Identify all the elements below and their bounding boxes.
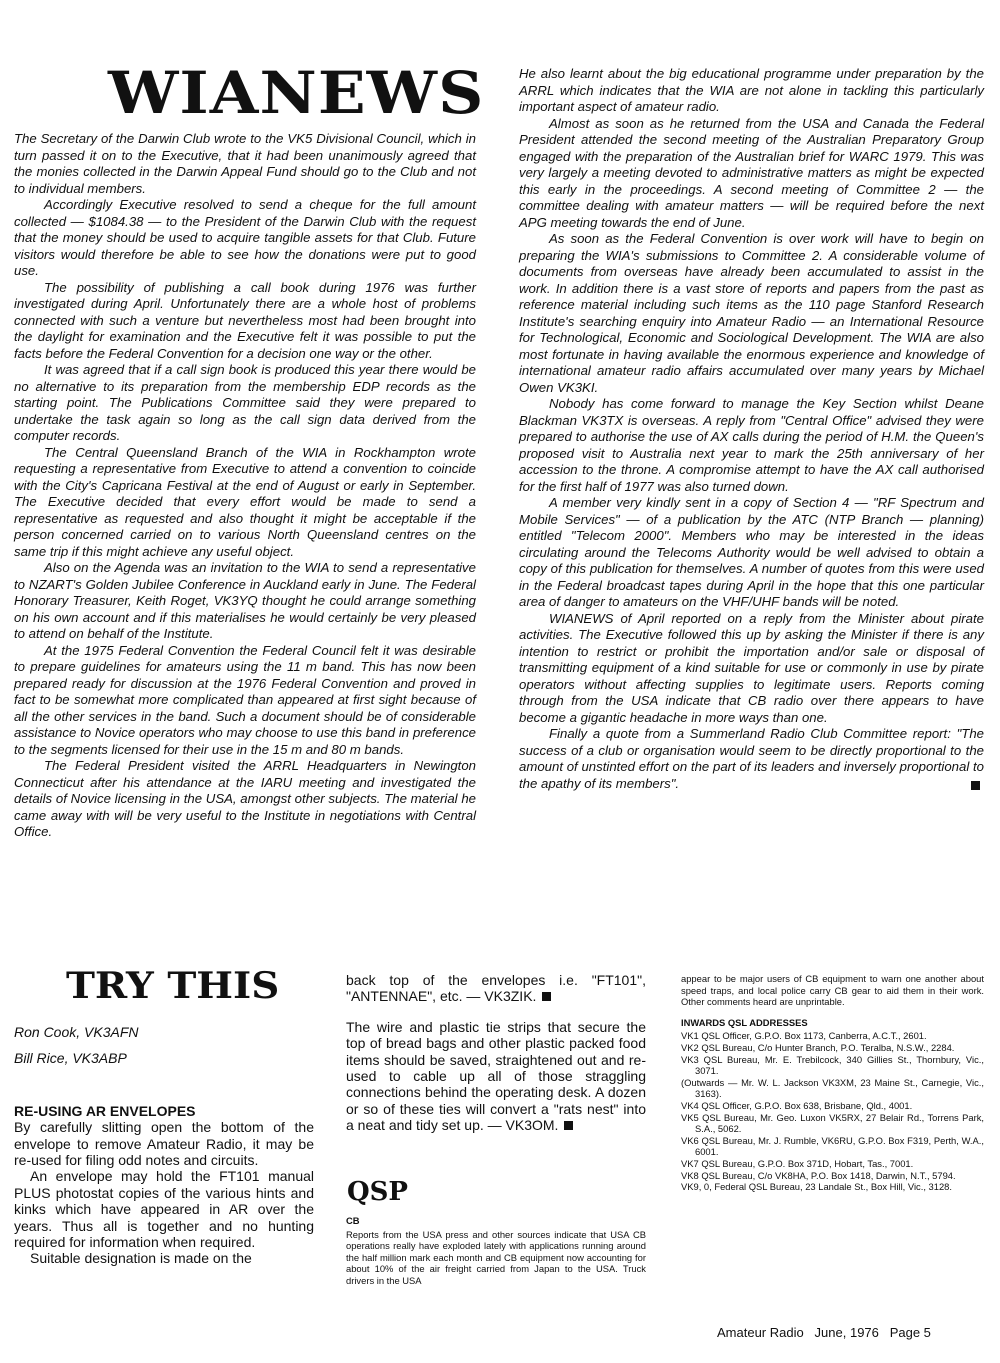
section-heading: CB bbox=[346, 1215, 360, 1226]
list-item: VK4 QSL Officer, G.P.O. Box 638, Brisbane, Qld., 4001. bbox=[681, 1099, 913, 1111]
list-item: VK9, 0, Federal QSL Bureau, 23 Landale St., Box Hill, Vic., 3128. bbox=[681, 1181, 952, 1193]
paragraph: The Federal President visited the ARRL Headquarters in Newington Connecticut after his attendance at the IARU meeting and investigated the details of Novice licensing in the USA, amongst other subjects. The material he came away with will be very useful to the Institute in negotiations with Central Office. bbox=[14, 758, 476, 839]
paragraph: It was agreed that if a call sign book is produced this year there would be no alternative to its preparation from the membership EDP records as the starting point. The Publications Committee said they were prepared to undertake the task again so long as the call sign data derived from the computer records. bbox=[14, 362, 476, 443]
wianews-column-right bbox=[519, 66, 984, 792]
list-item: VK7 QSL Bureau, G.P.O. Box 371D, Hobart, Tas., 7001. bbox=[681, 1157, 914, 1169]
paragraph: As soon as the Federal Convention is over work will have to begin on preparing the WIA's submissions to Committee 2. A considerable volume of documents from overseas have already been accumulated to assist in the work. In addition there is a vast store of reports and papers from the past as reference material including such items as the 110 page Stanford Research Institute's searching enquiry into Amateur Radio — an International Resource for Technological, Economic and Sociological Development. The WIA are also most fortunate in having available the enormous experience and knowledge of international amateur radio affairs accumulated over many years by Michael Owen VK3KI. bbox=[519, 231, 984, 395]
end-of-item-mark bbox=[542, 992, 551, 1001]
wianews-column-left bbox=[14, 131, 476, 841]
paragraph: Accordingly Executive resolved to send a cheque for the full amount collected — $1084.38 — to the President of the Darwin Club with the request that the money should be used to acquire tangible assets for that Club. Future visitors would therefore be able to see how the donations were put to good use. bbox=[14, 197, 476, 278]
paragraph: An envelope may hold the FT101 manual PLUS photostat copies of the various hints and kinks which have appeared in AR over the years. Thus all is together and no hunting required for information when required. bbox=[14, 1168, 314, 1251]
list-item: VK5 QSL Bureau, Mr. Geo. Luxon VK5RX, 27 Belair Rd., Torrens Park, S.A., 5062. bbox=[681, 1111, 984, 1135]
paragraph: The Central Queensland Branch of the WIA in Rockhampton wrote requesting a representative from Executive to attend a convention to coincide with the City's Capricana Festival at the end of August or early in September. The Executive decided that every effort would be made to send a representative as requested and also thought it might be acceptable if the person concerned carried on to various North Queensland centres on the same trip if this might achieve any useful object. bbox=[14, 444, 476, 559]
author-byline: Ron Cook, VK3AFN bbox=[14, 1024, 139, 1040]
wianews-title: WIANEWS bbox=[108, 59, 485, 127]
trythis-column-middle bbox=[346, 972, 646, 1134]
paragraph: Suitable designation is made on the bbox=[30, 1250, 252, 1267]
trythis-column-left bbox=[14, 1024, 314, 1267]
paragraph: By carefully slitting open the bottom of the envelope to remove Amateur Radio, it may be re-used for filing odd notes and circuits. bbox=[14, 1119, 314, 1169]
paragraph: WIANEWS of April reported on a reply from the Minister about pirate activities. The Executive followed this up by asking the Minister if there is any intention to restrict or prohibit the importation and/or sale or disposal of transmitting equipment of a kind suitable for use or commonly in use by pirate operators without affecting supplies to legitimate users. Reports coming through from the USA indicate that CB radio over there appears to have become a gigantic headache in more ways than one. bbox=[519, 610, 984, 725]
list-item: VK8 QSL Bureau, C/o VK8HA, P.O. Box 1418, Darwin, N.T., 5794. bbox=[681, 1169, 956, 1181]
paragraph: Almost as soon as he returned from the USA and Canada the Federal President attended the second meeting of the Australian Preparatory Group engaged with the preparation of the Australian brief for WARC 1979. This was very largely a meeting devoted to administrative matters as might be expected this early in the proceedings. A second meeting of Committee 2 — the committee dealing with amateur matters — will be required before the next APG meeting towards the end of June. bbox=[519, 115, 984, 230]
end-of-item-mark bbox=[564, 1121, 573, 1130]
paragraph: The possibility of publishing a call book during 1976 was further investigated during April. Unfortunately there are a whole host of problems connected with such a venture but nevertheless most had been brought into the daylight for examination and the Executive felt it was possible to put the facts before the Federal Convention for a decision one way or the other. bbox=[14, 279, 476, 361]
paragraph: A member very kindly sent in a copy of Section 4 — "RF Spectrum and Mobile Services" — of a publication by the ATC (NTP Branch — planning) entitled "Telecom 2000". Members who may be interested in the ideas circulating around the Telecoms Authority would be well advised to obtain a copy of this publication for themselves. A number of quotes from this were used in the Federal broadcast tapes during April in the hope that this one particular area of danger to amateurs on the VHF/UHF bands will be noted. bbox=[519, 495, 984, 609]
page-footer: Amateur Radio June, 1976 Page 5 bbox=[717, 1325, 931, 1340]
paragraph: Nobody has come forward to manage the Key Section whilst Deane Blackman VK3TX is overseas. A reply from "Central Office" advised they were prepared to authorise the use of AX calls during the period of H.M. the Queen's proposed visit to Australia next year to mark the 25th anniversary of her accession to the throne. A compromise attempt to have the AX call authorised for the first half of 1977 was also turned down. bbox=[519, 396, 984, 494]
trythis-title: TRY THIS bbox=[66, 965, 280, 1007]
paragraph: Also on the Agenda was an invitation to the WIA to send a representative to NZART's Golden Jubilee Conference in Auckland early in June. The Federal Honorary Treasurer, Keith Roget, VK3YQ thought he could arrange something on his own account and if this materialises he would certainly be very pleased to attend on behalf of the Institute. bbox=[14, 560, 476, 641]
qsl-address-list bbox=[681, 1030, 984, 1192]
paragraph: Reports from the USA press and other sources indicate that USA CB operations really have exploded lately with applications running around the half million mark each month and CB equipment now accounting for about 10% of the air freight carried from Japan to the USA. Truck drivers in the USA bbox=[346, 1228, 646, 1286]
qsp-column bbox=[346, 1215, 646, 1287]
paragraph-text: The wire and plastic tie strips that secure the top of bread bags and other plastic packed food items should be saved, straightened out and re-used to cable up all of those straggling connections behind the operating desk. A dozen or so of these ties will convert a "rats nest" into a neat and tidy set up. — VK3OM. bbox=[346, 1018, 646, 1134]
paragraph: The Secretary of the Darwin Club wrote to the VK5 Divisional Council, which in turn passed it on to the Executive, that it had been unanimously agreed that the monies collected in the Darwin Appeal Fund should go to the Club and not to individual members. bbox=[14, 131, 476, 196]
end-of-article-mark bbox=[971, 781, 980, 790]
list-item: VK3 QSL Bureau, Mr. E. Trebilcock, 340 Gillies St., Thornbury, Vic., 3071. bbox=[681, 1053, 984, 1077]
list-item: (Outwards — Mr. W. L. Jackson VK3XM, 23 Maine St., Carnegie, Vic., 3163). bbox=[681, 1076, 984, 1100]
paragraph: At the 1975 Federal Convention the Federal Council felt it was desirable to prepare guidelines for amateurs using the 11 m band. This has now been prepared ready for discussion at the 1976 Federal Convention and proved in fact to be somewhat more complicated than appeared at first sight because of all the other services in the band. Such a document should be of considerable assistance to Novice operators who may choose to use this band in preference to the segments licensed for their use in the 15 m and 80 m bands. bbox=[14, 642, 476, 757]
paragraph bbox=[346, 972, 646, 1005]
section-heading: RE-USING AR ENVELOPES bbox=[14, 1102, 196, 1119]
paragraph: appear to be major users of CB equipment to warn one another about speed traps, and local police carry CB gear to aid them in their work. Other comments heard are unprintable. bbox=[681, 973, 984, 1008]
author-byline: Bill Rice, VK3ABP bbox=[14, 1050, 127, 1067]
list-item: VK1 QSL Officer, G.P.O. Box 1173, Canberra, A.C.T., 2601. bbox=[681, 1030, 927, 1042]
paragraph: Finally a quote from a Summerland Radio Club Committee report: "The success of a club or organisation would seem to be directly proportional to the amount of unstinted effort on the part of its leaders and inversely proportional to the apathy of its members". bbox=[519, 726, 984, 791]
section-heading: INWARDS QSL ADDRESSES bbox=[681, 1016, 808, 1028]
list-item: VK2 QSL Bureau, C/o Hunter Branch, P.O. Teralba, N.S.W., 2284. bbox=[681, 1041, 955, 1053]
paragraph bbox=[346, 1019, 646, 1134]
paragraph: He also learnt about the big educational programme under preparation by the ARRL which indicates that the WIA are not alone in tackling this particularly important aspect of amateur radio. bbox=[519, 66, 984, 114]
list-item: VK6 QSL Bureau, Mr. J. Rumble, VK6RU, G.P.O. Box F319, Perth, W.A., 6001. bbox=[681, 1134, 984, 1158]
qsp-title: QSP bbox=[347, 1177, 408, 1207]
paragraph-text: back top of the envelopes i.e. "FT101", "ANTENNAE", etc. — VK3ZIK. bbox=[346, 972, 646, 1005]
qsp-column-right bbox=[681, 973, 984, 1193]
